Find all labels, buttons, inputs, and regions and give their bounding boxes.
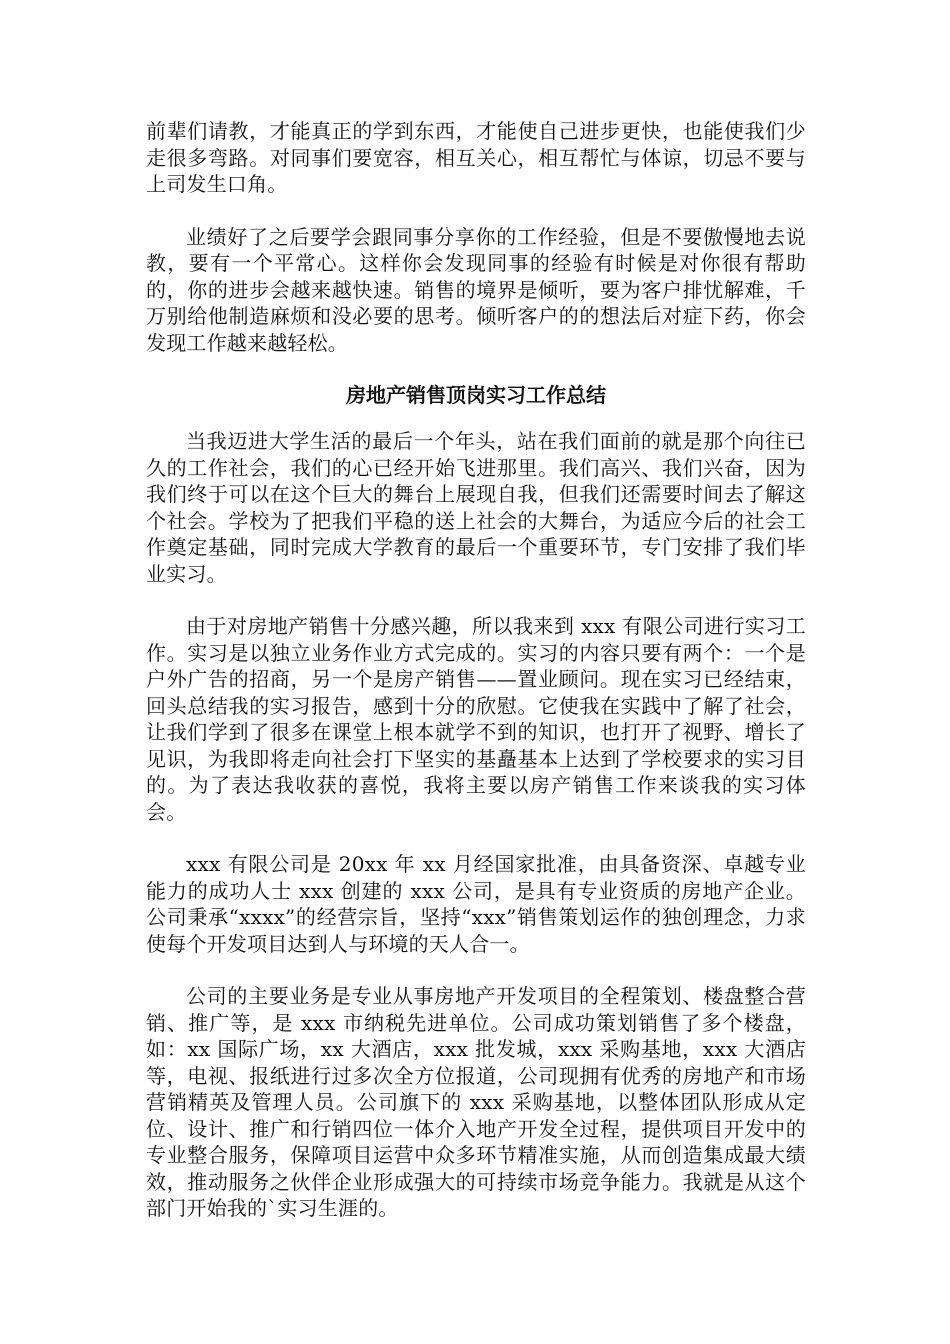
- paragraph: 业绩好了之后要学会跟同事分享你的工作经验，但是不要傲慢地去说教，要有一个平常心。这样你会发现同事的经验有时候是对你很有帮助的，你的进步会越来越快速。销售的境界是倾听，要为客户排忧解难，千万别给他制造麻烦和没必要的思考。倾听客户的的想法后对症下药，你会发现工作越来越轻松。: [146, 224, 806, 355]
- paragraph: 前辈们请教，才能真正的学到东西，才能使自己进步更快，也能使我们少走很多弯路。对同事们要宽容，相互关心，相互帮忙与体谅，切忌不要与上司发生口角。: [146, 119, 806, 196]
- document-title: 房地产销售顶岗实习工作总结: [346, 383, 606, 407]
- paragraph: 当我迈进大学生活的最后一个年头，站在我们面前的就是那个向往已久的工作社会，我们的心已经开始飞进那里。我们高兴、我们兴奋，因为我们终于可以在这个巨大的舞台上展现自我，但我们还需要时间去了解这个社会。学校为了把我们平稳的送上社会的大舞台，为适应今后的社会工作奠定基础，同时完成大学教育的最后一个重要环节，专门安排了我们毕业实习。: [146, 429, 806, 586]
- paragraph: xxx 有限公司是 20xx 年 xx 月经国家批准，由具备资深、卓越专业能力的成功人士 xxx 创建的 xxx 公司，是具有专业资质的房地产企业。公司秉承“xxxx”的经营宗旨，坚持“xxx”销售策划运作的独创理念，力求使每个开发项目达到人与环境的天人合一。: [146, 852, 806, 956]
- paragraph: 由于对房地产销售十分感兴趣，所以我来到 xxx 有限公司进行实习工作。实习是以独立业务作业方式完成的。实习的内容只要有两个：一个是户外广告的招商，另一个是房产销售——置业顾问。现在实习已经结束，回头总结我的实习报告，感到十分的欣慰。它使我在实践中了解了社会，让我们学到了很多在课堂上根本就学不到的知识，也打开了视野、增长了见识，为我即将走向社会打下坚实的基矗基本上达到了学校要求的实习目的。为了表达我收获的喜悦，我将主要以房产销售工作来谈我的实习体会。: [146, 614, 806, 824]
- paragraph: 公司的主要业务是专业从事房地产开发项目的全程策划、楼盘整合营销、推广等，是 xxx 市纳税先进单位。公司成功策划销售了多个楼盘，如：xx 国际广场，xx 大酒店，xxx 批发城，xxx 采购基地，xxx 大酒店等，电视、报纸进行过多次全方位报道，公司现拥有优秀的房地产和市场营销精英及管理人员。公司旗下的 xxx 采购基地，以整体团队形成从定位、设计、推广和行销四位一体介入地产开发全过程，提供项目开发中的专业整合服务，保障项目运营中众多环节精准实施，从而创造集成最大绩效，推动服务之伙伴企业形成强大的可持续市场竞争能力。我就是从这个部门开始我的`实习生涯的。: [146, 984, 806, 1220]
- document-page: [146, 118, 806, 1248]
